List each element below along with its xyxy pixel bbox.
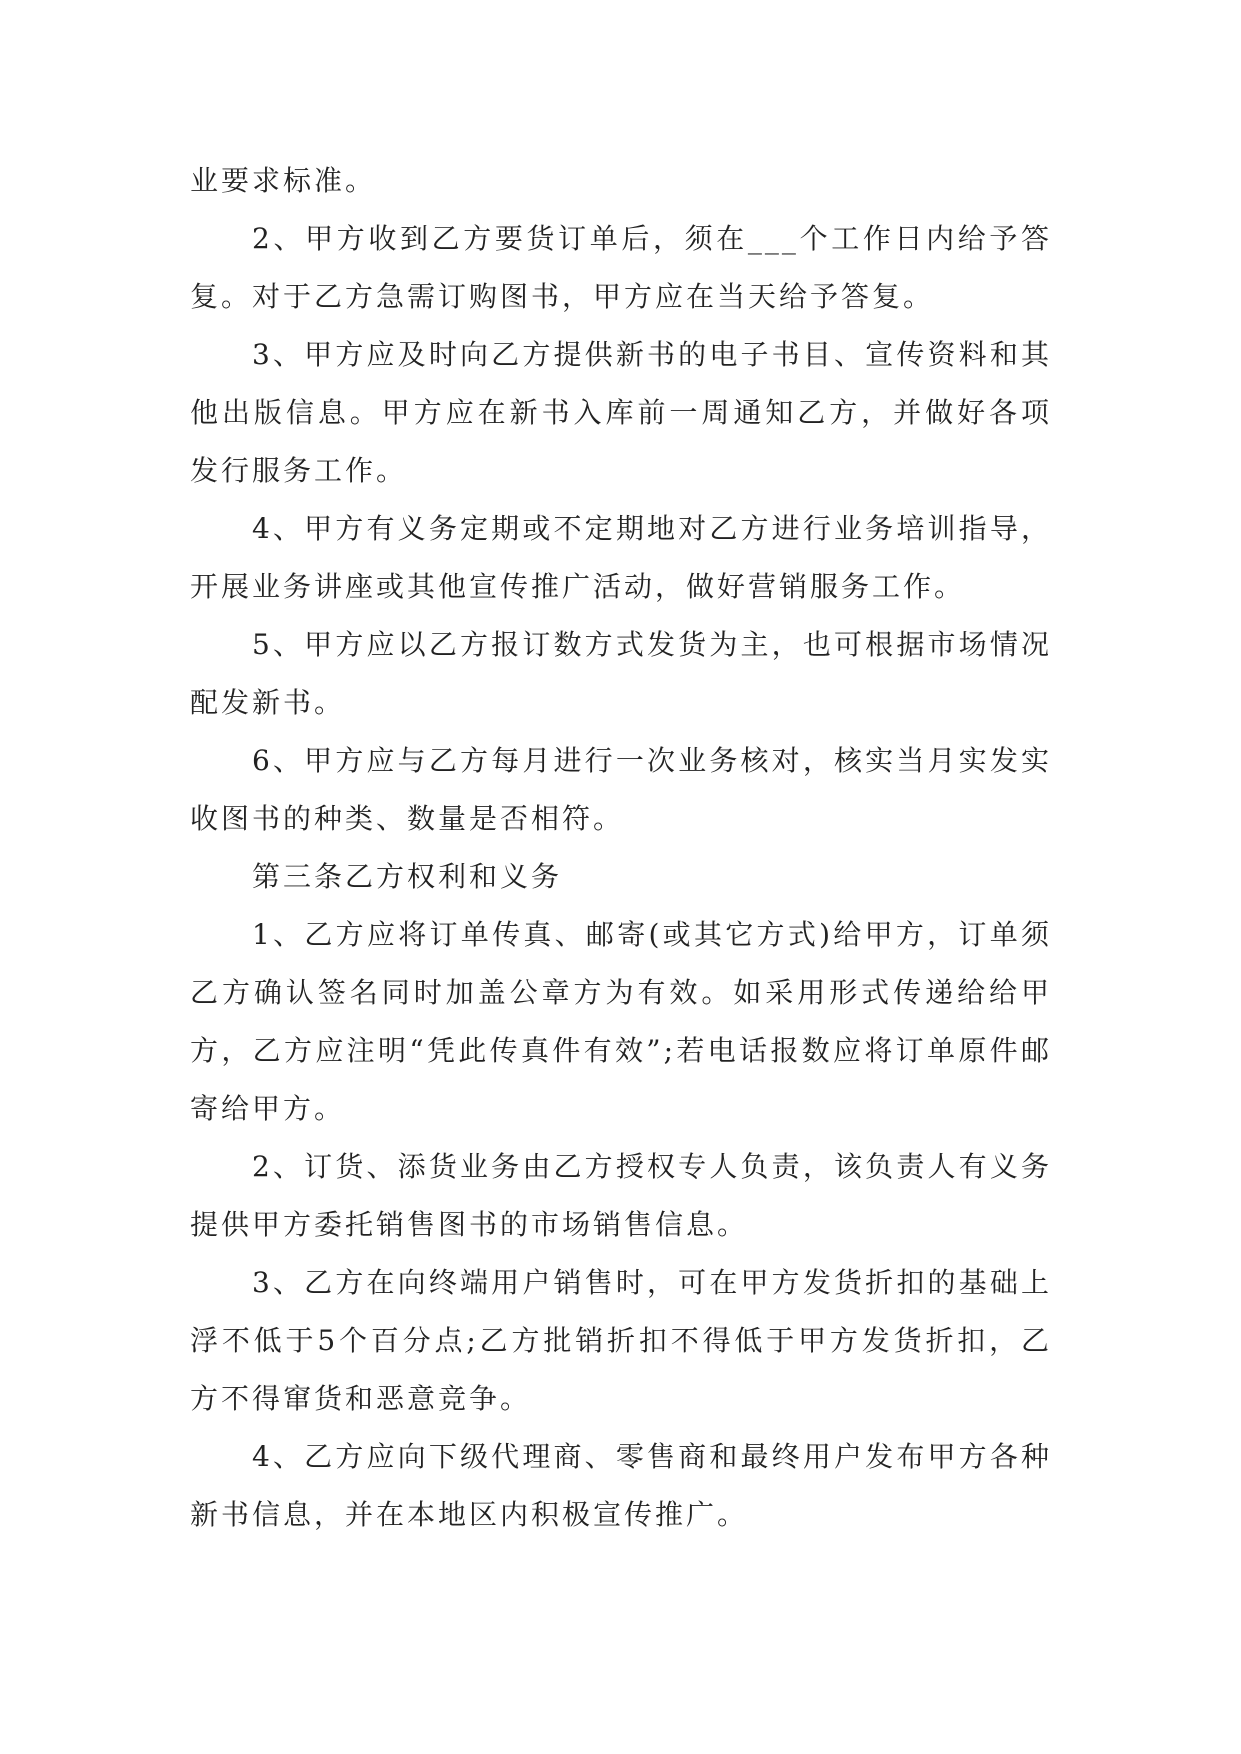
paragraph: 1、乙方应将订单传真、邮寄(或其它方式)给甲方，订单须乙方确认签名同时加盖公章方为有效。如采用形式传递给给甲方，乙方应注明“凭此传真件有效”;若电话报数应将订单原件邮寄给甲方。: [190, 918, 1052, 1125]
paragraph: 2、甲方收到乙方要货订单后，须在___个工作日内给予答复。对于乙方急需订购图书，甲方应在当天给予答复。: [190, 222, 1052, 313]
paragraph: 业要求标准。: [190, 164, 377, 197]
paragraph: 3、乙方在向终端用户销售时，可在甲方发货折扣的基础上浮不低于5个百分点;乙方批销折扣不得低于甲方发货折扣，乙方不得窜货和恶意竞争。: [190, 1266, 1052, 1415]
paragraph: 5、甲方应以乙方报订数方式发货为主，也可根据市场情况配发新书。: [190, 628, 1052, 719]
paragraph: 4、乙方应向下级代理商、零售商和最终用户发布甲方各种新书信息，并在本地区内积极宣传推广。: [190, 1440, 1052, 1531]
paragraph: 6、甲方应与乙方每月进行一次业务核对，核实当月实发实收图书的种类、数量是否相符。: [190, 744, 1052, 835]
paragraph: 4、甲方有义务定期或不定期地对乙方进行业务培训指导，开展业务讲座或其他宣传推广活动，做好营销服务工作。: [190, 512, 1052, 603]
document-body: [190, 152, 1052, 1544]
section-heading: 第三条乙方权利和义务: [252, 860, 563, 893]
paragraph: 2、订货、添货业务由乙方授权专人负责，该负责人有义务提供甲方委托销售图书的市场销售信息。: [190, 1150, 1052, 1241]
paragraph: 3、甲方应及时向乙方提供新书的电子书目、宣传资料和其他出版信息。甲方应在新书入库前一周通知乙方，并做好各项发行服务工作。: [190, 338, 1052, 487]
